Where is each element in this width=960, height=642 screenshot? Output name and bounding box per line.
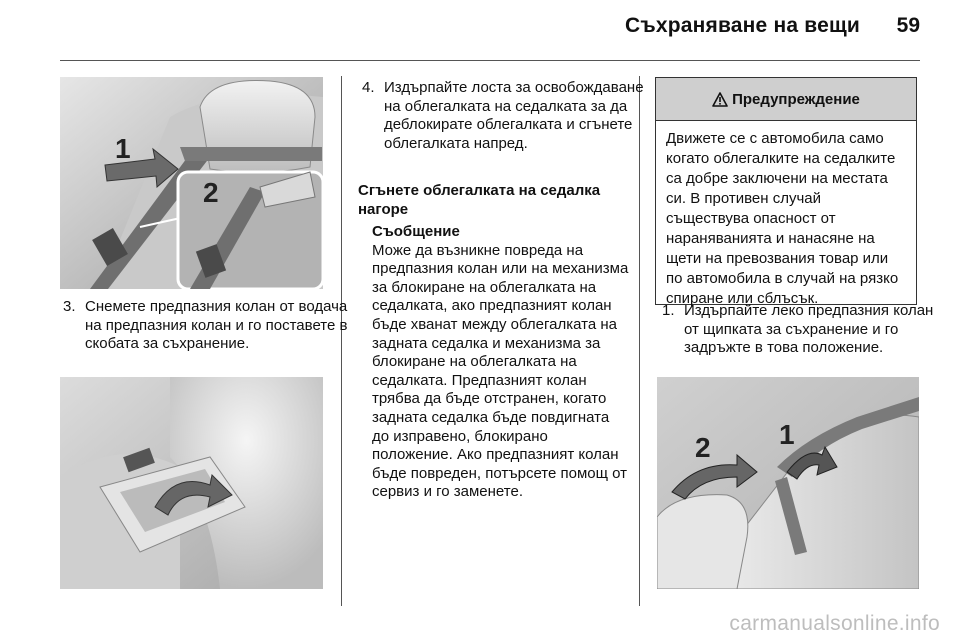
- header-rule: [60, 60, 920, 61]
- step-1: [662, 302, 942, 358]
- notice-text: Може да възникне повреда на предпазния колан или на механизма за блокиране на облегалката на седалката, ако предпазният колан бъде хванат между облегалката на задната седалка и механизма за блокиране на облегалката на седалката. Предпазният колан трябва да бъде отстранен, когато задната седалка бъде повдигната до изправено, блокирано положение. Ако предпазният колан бъде повреден, потърсете помощ от сервиз и го заменете.: [372, 241, 629, 501]
- step-3: [63, 298, 348, 354]
- warning-header: [656, 78, 916, 121]
- footer-watermark: carmanualsonline.info: [729, 612, 940, 635]
- figure-seatbelt-headrest: [60, 77, 323, 289]
- warning-title: Предупреждение: [732, 90, 860, 108]
- column-divider-right: [639, 76, 640, 606]
- callout-2: 2: [695, 432, 711, 463]
- step-4: [362, 79, 646, 153]
- step-number: 1.: [662, 302, 675, 319]
- warning-box: [655, 77, 917, 305]
- figure-seat-release-lever: [60, 377, 323, 589]
- callout-1: 1: [779, 419, 795, 450]
- figure-seat-back-raise: [657, 377, 919, 589]
- callout-1: 1: [115, 133, 131, 164]
- page-header-title: Съхраняване на вещи: [624, 14, 860, 37]
- step-text: Издърпайте лоста за освобождаване на облегалката на седалката за да деблокирате облегалката и сгънете облегалката напред.: [384, 79, 644, 152]
- notice-label: Съобщение: [372, 223, 460, 240]
- notice-block: [372, 223, 630, 502]
- warning-text: Движете се с автомобила само когато облегалките на седалките са добре заключени на местата си. В противен случай съществува опасност от нараняванията и нанасяне на щети на превозвания товар или по автомобила в случай на рязко спиране или сблъсък.: [666, 130, 899, 307]
- page-number: 59: [896, 14, 920, 37]
- section-subheading: Сгънете облегалката на седалка нагоре: [358, 182, 601, 218]
- warning-triangle-icon: [712, 92, 728, 107]
- step-text: Снемете предпазния колан от водача на предпазния колан и го поставете в скобата за съхранение.: [85, 298, 348, 353]
- step-number: 3.: [63, 298, 76, 315]
- step-text: Издърпайте леко предпазния колан от щипката за съхранение и го задръжте в това положение.: [684, 302, 934, 357]
- step-number: 4.: [362, 79, 375, 96]
- callout-2: 2: [203, 177, 219, 208]
